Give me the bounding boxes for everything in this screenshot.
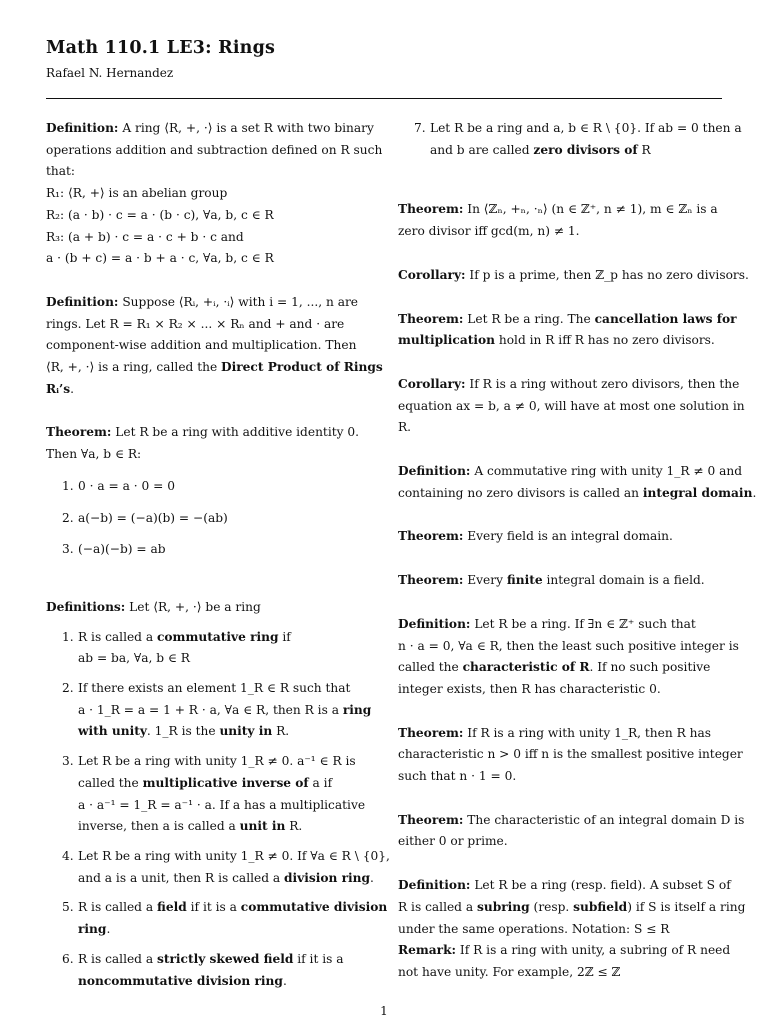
theorem-finite-integral-domain: [398, 570, 718, 592]
text: In ⟨ℤₙ, +ₙ, ·ₙ⟩ (n ∈ ℤ⁺, n ≠ 1), m ∈ ℤₙ is a: [467, 202, 718, 217]
term: unity in: [219, 724, 273, 739]
text: called the: [78, 775, 143, 790]
item-line: [78, 721, 366, 743]
definition-integral-domain: [398, 461, 757, 504]
text: a · 1_R = a = 1 + R · a, ∀a ∈ R, then R is a: [78, 702, 343, 717]
definition-line-3: under the same operations. Notation: S ≤ R: [398, 921, 670, 936]
theorem-line-1: [46, 422, 366, 444]
list-item-division-ring: [46, 846, 390, 889]
left-column: [46, 118, 390, 992]
text: R is called a: [78, 900, 157, 915]
text: called the: [398, 660, 463, 675]
text: Every field is an integral domain.: [467, 529, 673, 544]
document-title: Math 110.1 LE3: Rings: [46, 38, 276, 58]
list-number: 1.: [62, 629, 74, 644]
theorem-characteristic-unity: [398, 723, 743, 788]
theorem-label: Theorem:: [398, 812, 464, 827]
theorem-list: [46, 476, 366, 561]
text: if it is a: [293, 951, 344, 966]
corollary-line-3: R.: [398, 420, 412, 435]
list-item-strictly-skewed-field: [46, 949, 366, 992]
term: multiplicative inverse of: [142, 775, 309, 790]
theorem-line-2: [398, 330, 718, 352]
definition-line-2: [398, 483, 757, 505]
text: a if: [308, 775, 333, 790]
text: Every: [467, 573, 507, 588]
theorem-line-2: Then ∀a, b ∈ R:: [46, 447, 142, 462]
text: .: [752, 485, 757, 500]
text: integral domain is a field.: [542, 573, 705, 588]
list-text: (−a)(−b) = ab: [78, 542, 166, 557]
item-line: ab = ba, ∀a, b ∈ R: [78, 651, 190, 666]
definition-line-1: [398, 614, 718, 636]
theorem-label: Theorem:: [46, 425, 112, 440]
text: Let R be a ring. The: [467, 311, 595, 326]
theorem-line-1: [398, 810, 745, 832]
theorem-line-2: either 0 or prime.: [398, 834, 508, 849]
definition-ring-line-2: operations addition and subtraction defined on R such: [46, 142, 383, 157]
theorem-label: Theorem:: [398, 529, 464, 544]
list-number: 7.: [414, 121, 426, 135]
definition-ring-line-1: [46, 118, 374, 140]
definition-line-4: integer exists, then R has characteristic 0.: [398, 681, 661, 696]
direct-product-line-5: [46, 379, 366, 401]
corollary-prime: [398, 265, 749, 287]
list-item-zero-divisors: [398, 118, 742, 161]
text: .: [370, 870, 374, 885]
term: division ring: [284, 870, 371, 885]
theorem-zn-zero-divisor: [398, 199, 718, 242]
term: unit in: [239, 819, 286, 834]
text: if: [278, 629, 291, 644]
theorem-label: Theorem:: [398, 725, 464, 740]
remark-line-2: not have unity. For example, 2ℤ ≤ ℤ: [398, 964, 621, 979]
text: Suppose ⟨Rᵢ, +ᵢ, ·ᵢ⟩ with i = 1, ..., n are: [122, 294, 358, 309]
corollary-label: Corollary:: [398, 376, 466, 391]
list-number: 3.: [62, 754, 74, 769]
text: (resp.: [529, 899, 574, 914]
text: inverse, then a is called a: [78, 819, 240, 834]
right-column: [398, 118, 757, 984]
term: with unity: [78, 724, 147, 739]
text: If R is a ring without zero divisors, then the: [469, 376, 740, 391]
item-line: If there exists an element 1_R ∈ R such that: [78, 681, 351, 696]
list-item: [46, 508, 366, 530]
theorem-line-1: [398, 570, 718, 592]
list-number: 2.: [62, 681, 74, 696]
definition-line-1: [398, 875, 731, 897]
item-line: Let R be a ring with unity 1_R ≠ 0. If ∀a ∈ R \ {0},: [78, 848, 390, 863]
list-item-commutative-ring: [46, 627, 366, 670]
document-author: Rafael N. Hernandez: [46, 66, 174, 80]
definition-ring: [46, 118, 383, 270]
term: commutative ring: [157, 629, 279, 644]
text: A ring ⟨R, +, ·⟩ is a set R with two binary: [122, 121, 374, 135]
text: and a is a unit, then R is called a: [78, 870, 285, 885]
text: . If no such positive: [589, 660, 711, 675]
definitions-ring-types: [46, 597, 390, 992]
theorem-field-integral-domain: [398, 526, 718, 548]
text: The characteristic of an integral domain D is: [467, 812, 745, 827]
text: Let R be a ring (resp. field). A subset S of: [474, 878, 731, 893]
theorem-label: Theorem:: [398, 202, 464, 217]
term: noncommutative division ring: [78, 973, 283, 988]
definitions-label: Definitions:: [46, 599, 126, 614]
term: multiplication: [398, 333, 495, 348]
corollary-unique-solution: [398, 374, 745, 439]
term: ring: [78, 922, 107, 937]
definition-label: Definition:: [46, 294, 119, 309]
item-line: [78, 868, 374, 890]
text: . 1_R is the: [146, 724, 220, 739]
text: If p is a prime, then ℤ_p has no zero divisors.: [469, 267, 749, 282]
direct-product-line-1: [46, 292, 366, 314]
axiom-r1: R₁: ⟨R, +⟩ is an abelian group: [46, 186, 228, 201]
remark-line-1: [398, 940, 731, 962]
list-item-field: [46, 897, 388, 940]
theorem-line-1: [398, 199, 718, 221]
text: R: [637, 142, 651, 157]
definition-direct-product: [46, 292, 383, 401]
item-line: [78, 971, 366, 993]
theorem-label: Theorem:: [398, 573, 464, 588]
list-text: 0 · a = a · 0 = 0: [78, 478, 175, 493]
text: A commutative ring with unity 1_R ≠ 0 and: [474, 464, 743, 479]
text: containing no zero divisors is called an: [398, 485, 643, 500]
text: R is called a: [398, 899, 477, 914]
list-number: 2.: [62, 510, 74, 525]
text: Let ⟨R, +, ·⟩ be a ring: [129, 599, 261, 614]
definition-characteristic: [398, 614, 739, 701]
axiom-r3: R₃: (a + b) · c = a · c + b · c and: [46, 229, 244, 244]
item-line: [430, 140, 718, 162]
text: Let R be a ring. If ∃n ∈ ℤ⁺ such that: [474, 616, 696, 631]
term: commutative division: [240, 900, 388, 915]
definition-line-2: [398, 897, 746, 919]
list-text: a(−b) = (−a)(b) = −(ab): [78, 510, 228, 525]
item-line: [78, 700, 372, 722]
term-ri: Rᵢ: [46, 381, 60, 396]
term: strictly skewed field: [157, 951, 294, 966]
definition-label: Definition:: [398, 878, 471, 893]
theorem-line-1: [398, 723, 718, 745]
definition-line-3: [398, 657, 718, 679]
list-item: [46, 539, 366, 561]
corollary-label: Corollary:: [398, 267, 466, 282]
term: ring: [342, 702, 372, 717]
text: If R is a ring with unity, a subring of R need: [459, 943, 731, 958]
theorem-line-1: [398, 309, 737, 331]
theorem-line-2: characteristic n > 0 iff n is the smallest positive integer: [398, 747, 743, 762]
corollary-line-2: equation ax = b, a ≠ 0, will have at most one solution in: [398, 398, 745, 413]
definition-label: Definition:: [398, 464, 471, 479]
item-line: [78, 627, 366, 649]
text: if it is a: [186, 900, 241, 915]
text: hold in R iff R has no zero divisors.: [495, 333, 715, 348]
text: R.: [285, 819, 303, 834]
term: cancellation laws for: [594, 311, 737, 326]
theorem-characteristic-integral-domain: [398, 810, 745, 853]
definition-label: Definition:: [398, 616, 471, 631]
term: characteristic of R: [462, 660, 590, 675]
text: ⟨R, +, ·⟩ is a ring, called the: [46, 360, 222, 375]
term-direct-product: Direct Product of Rings: [221, 360, 383, 375]
theorem-line-2: zero divisor iff gcd(m, n) ≠ 1.: [398, 224, 580, 239]
direct-product-line-4: [46, 357, 383, 379]
header-rule: [46, 98, 722, 99]
list-item-ring-with-unity: [46, 678, 372, 743]
definitions-intro: [46, 597, 366, 619]
direct-product-line-2: rings. Let R = R₁ × R₂ × ... × Rₙ and + and · are: [46, 316, 345, 331]
text: .: [70, 381, 75, 396]
list-item-multiplicative-inverse: [46, 751, 366, 838]
axiom-r2: R₂: (a · b) · c = a · (b · c), ∀a, b, c ∈ R: [46, 207, 274, 222]
list-number: 1.: [62, 478, 74, 493]
text: .: [282, 973, 287, 988]
remark-subring-unity: [398, 940, 731, 983]
text: R is called a: [78, 951, 157, 966]
list-number: 5.: [62, 900, 74, 915]
text: Let R be a ring with additive identity 0.: [115, 425, 359, 440]
definition-subring: [398, 875, 746, 940]
direct-product-line-3: component-wise addition and multiplication. Then: [46, 338, 357, 353]
term-s: ’s: [59, 381, 71, 396]
text: R.: [272, 724, 290, 739]
theorem-cancellation: [398, 309, 737, 352]
definitions-list: [46, 627, 390, 993]
term: subfield: [573, 899, 628, 914]
item-line: Let R be a ring with unity 1_R ≠ 0. a⁻¹ ∈ R is: [78, 754, 356, 769]
theorem-additive-identity: [46, 422, 366, 561]
item-line: [78, 897, 388, 919]
text: .: [106, 922, 111, 937]
text: ) if S is itself a ring: [627, 899, 746, 914]
item-line: [78, 949, 366, 971]
list-item: [46, 476, 366, 498]
list-number: 3.: [62, 542, 74, 557]
list-number: 4.: [62, 848, 74, 863]
text: and b are called: [430, 142, 534, 157]
term: finite: [506, 573, 543, 588]
definition-label: Definition:: [46, 121, 119, 135]
term: subring: [477, 899, 530, 914]
item-line: Let R be a ring and a, b ∈ R \ {0}. If ab = 0 then a: [430, 121, 742, 135]
theorem-line-1: [398, 526, 718, 548]
page-number: 1: [380, 1004, 388, 1018]
definition-ring-line-3: that:: [46, 164, 76, 179]
theorem-label: Theorem:: [398, 311, 464, 326]
definition-line-1: [398, 461, 743, 483]
term: zero divisors of: [533, 142, 638, 157]
item-line: [78, 919, 366, 941]
axiom-r3-cont: a · (b + c) = a · b + a · c, ∀a, b, c ∈ R: [46, 251, 274, 266]
item-line: [78, 816, 366, 838]
text: R is called a: [78, 629, 157, 644]
item-line: [78, 773, 366, 795]
item-line: a · a⁻¹ = 1_R = a⁻¹ · a. If a has a multiplicative: [78, 797, 366, 812]
corollary-line-1: [398, 374, 740, 396]
list-number: 6.: [62, 951, 74, 966]
term: field: [157, 900, 187, 915]
text: If R is a ring with unity 1_R, then R has: [467, 725, 712, 740]
corollary-line-1: [398, 265, 749, 287]
term: integral domain: [642, 485, 753, 500]
definition-line-2: n · a = 0, ∀a ∈ R, then the least such positive integer is: [398, 638, 739, 653]
remark-label: Remark:: [398, 943, 457, 958]
theorem-line-3: such that n · 1 = 0.: [398, 769, 517, 784]
